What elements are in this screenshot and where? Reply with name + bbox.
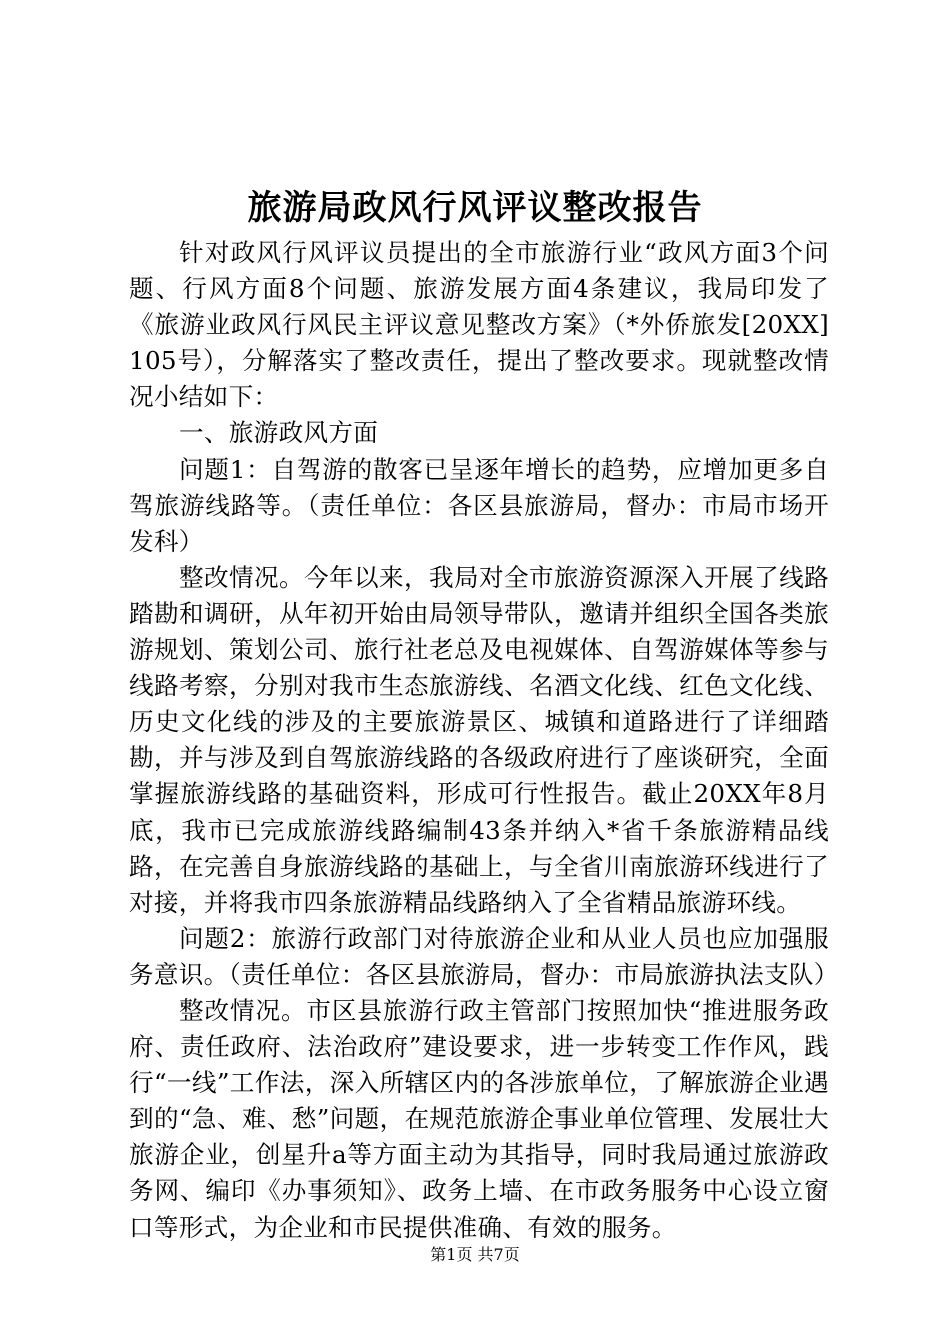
- rectification-2-paragraph: 整改情况。市区县旅游行政主管部门按照加快“推进服务政府、责任政府、法治政府”建设要求，进一步转变工作作风，践行“一线”工作法，深入所辖区内的各涉旅单位，了解旅游企业遇到的“急、难、愁”问题，在规范旅游企事业单位管理、发展壮大旅游企业，创星升a等方面主动为其指导，同时我局通过旅游政务网、编印《办事须知》、政务上墙、在市政务服务中心设立窗口等形式，为企业和市民提供准确、有效的服务。: [129, 995, 829, 1242]
- issue-2-paragraph: 问题2：旅游行政部门对待旅游企业和从业人员也应加强服务意识。（责任单位：各区县旅游局，督办：市局旅游执法支队）: [129, 923, 839, 989]
- intro-paragraph: 针对政风行风评议员提出的全市旅游行业“政风方面3个问题、行风方面8个问题、旅游发展方面4条建议，我局印发了《旅游业政风行风民主评议意见整改方案》（*外侨旅发[20XX]105号），分解落实了整改责任，提出了整改要求。现就整改情况小结如下：: [129, 238, 829, 412]
- section-heading: 一、旅游政风方面: [179, 418, 379, 448]
- document-title: 旅游局政风行风评议整改报告: [247, 188, 703, 228]
- rectification-1-paragraph: 整改情况。今年以来，我局对全市旅游资源深入开展了线路踏勘和调研，从年初开始由局领导带队，邀请并组织全国各类旅游规划、策划公司、旅行社老总及电视媒体、自驾游媒体等参与线路考察，分别对我市生态旅游线、名酒文化线、红色文化线、历史文化线的涉及的主要旅游景区、城镇和道路进行了详细踏勘，并与涉及到自驾旅游线路的各级政府进行了座谈研究，全面掌握旅游线路的基础资料，形成可行性报告。截止20XX年8月底，我市已完成旅游线路编制43条并纳入*省千条旅游精品线路，在完善自身旅游线路的基础上，与全省川南旅游环线进行了对接，并将我市四条旅游精品线路纳入了全省精品旅游环线。: [129, 562, 829, 917]
- document-body: [129, 235, 839, 1246]
- issue-1-paragraph: 问题1：自驾游的散客已呈逐年增长的趋势，应增加更多自驾旅游线路等。（责任单位：各区县旅游局，督办：市局市场开发科）: [129, 454, 829, 556]
- page-footer: 第1页 共7页: [430, 1245, 520, 1264]
